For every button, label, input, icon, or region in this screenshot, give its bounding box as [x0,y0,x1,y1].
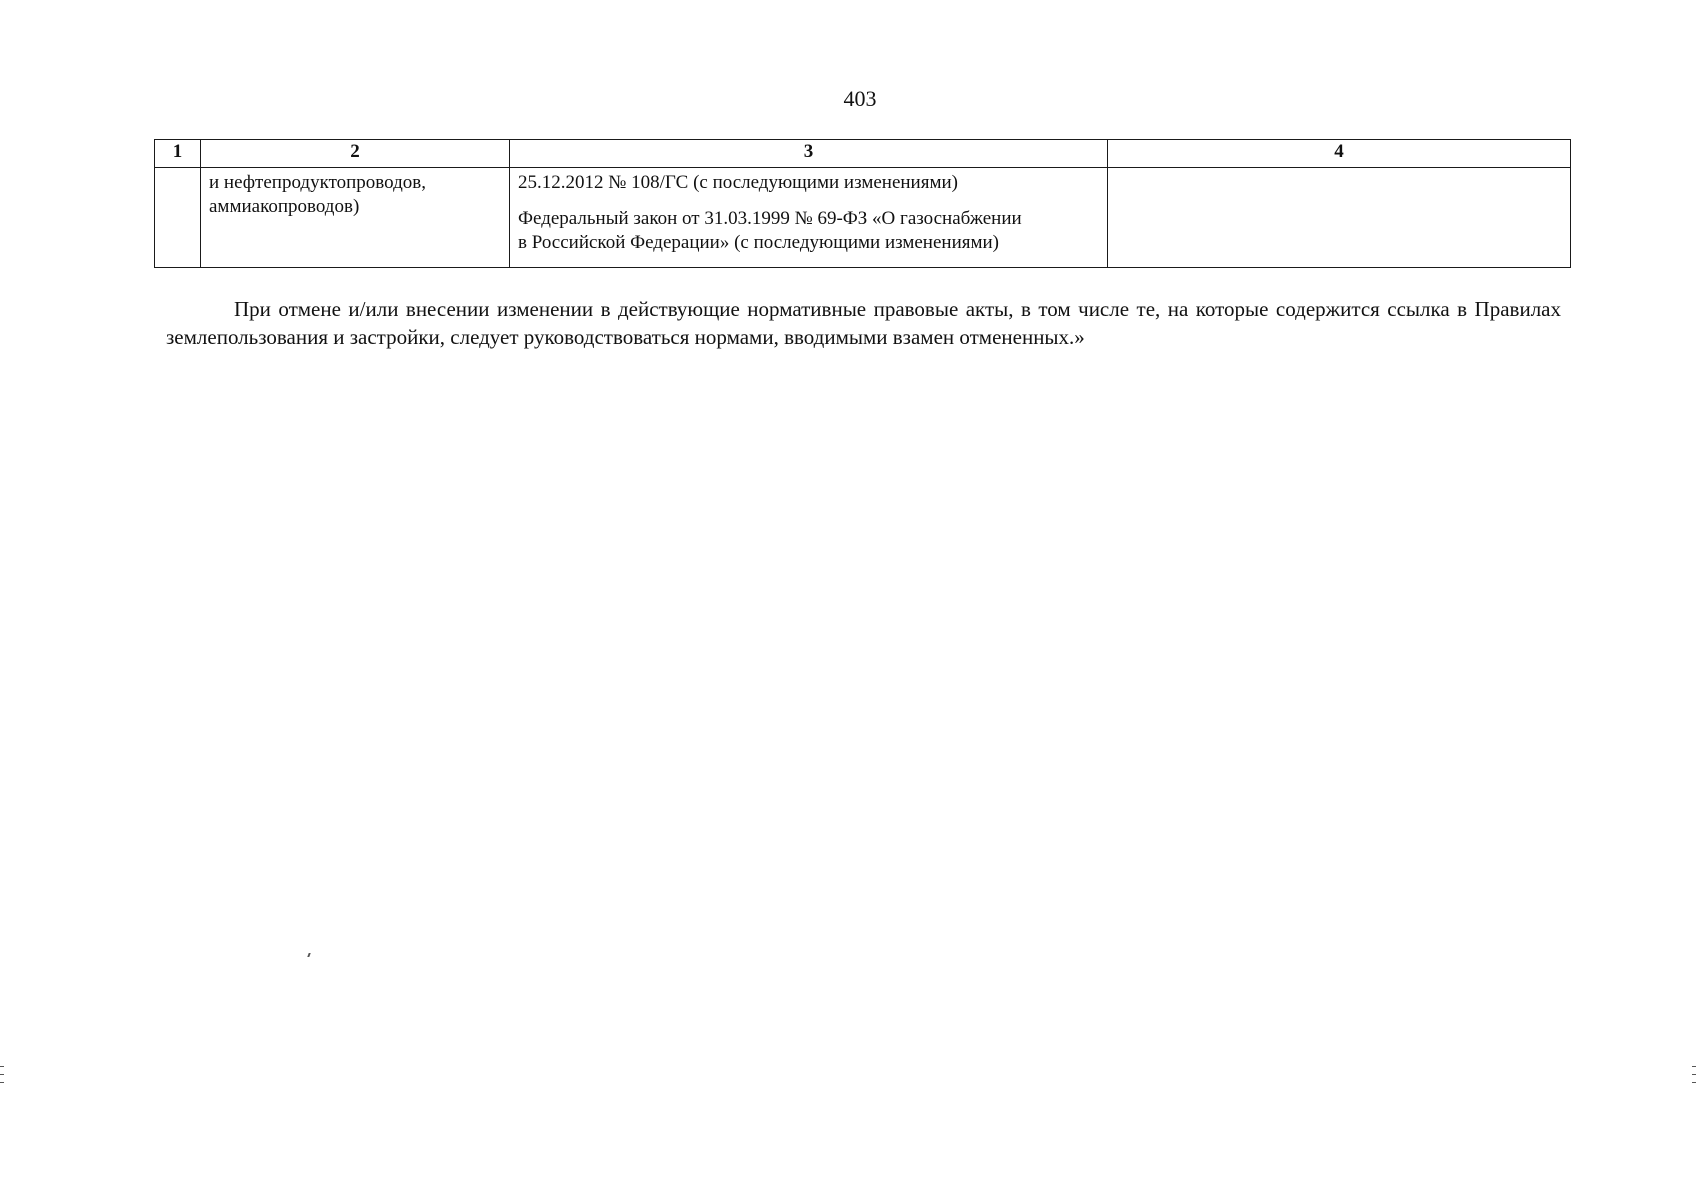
regulation-line-3: в Российской Федерации» (с последующими изменениями) [518,232,999,253]
row-cell-notes [1108,168,1571,268]
regulation-line-1: 25.12.2012 № 108/ГС (с последующими изменениями) [518,172,958,193]
name-line-2: аммиакопроводов) [209,196,360,217]
page-number: 403 [843,86,877,111]
closing-paragraph: При отмене и/или внесении изменении в действующие нормативные правовые акты, в том числе те, на которые содержится ссылка в Правилах землепользования и застройки, следует руководствоваться нормами, вводимыми взамен отмененных.» [166,297,1561,349]
table-row [155,168,1571,268]
scan-mark-right-2 [1692,1074,1696,1075]
regulation-spacer [518,195,1099,207]
row-cell-name [201,168,510,268]
scan-mark-left-3 [0,1082,4,1083]
scan-speck [307,953,310,957]
row-cell-regulations [510,168,1108,268]
scan-mark-left-1 [0,1066,4,1067]
column-header-4: 4 [1108,140,1571,168]
column-header-1: 1 [155,140,201,168]
scan-mark-left-2 [0,1074,4,1075]
regulation-line-2: Федеральный закон от 31.03.1999 № 69-ФЗ «О газоснабжении [518,208,1022,229]
row-cell-number [155,168,201,268]
table-header-row [155,140,1571,168]
column-header-3: 3 [510,140,1108,168]
scan-mark-right-3 [1692,1082,1696,1083]
column-header-2: 2 [201,140,510,168]
regulations-table [154,139,1571,268]
name-line-1: и нефтепродуктопроводов, [209,172,426,193]
scan-mark-right-1 [1692,1066,1696,1067]
